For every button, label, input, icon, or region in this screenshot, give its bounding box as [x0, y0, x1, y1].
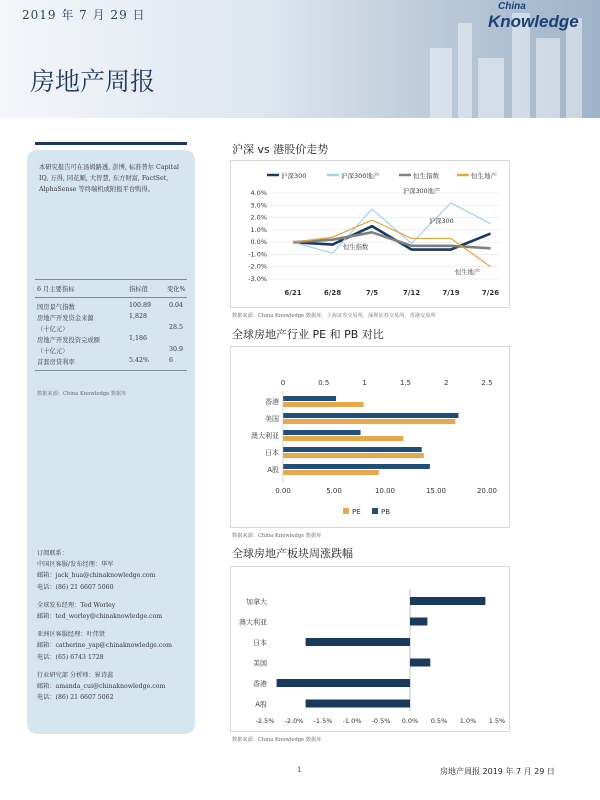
- y-tick-label: 0.0%: [250, 238, 267, 247]
- legend-swatch-pb: [372, 508, 378, 514]
- pe-tick-label: 15.00: [425, 487, 447, 495]
- pb-bar: [283, 413, 458, 418]
- pb-tick-label: 1: [362, 379, 367, 387]
- contact-line: 邮箱：jack_hua@chinaknowledge.com: [37, 572, 156, 580]
- pb-bar: [283, 464, 430, 469]
- category-label: 美国: [265, 415, 279, 423]
- contact-list: [37, 548, 192, 710]
- y-tick-label: -3.0%: [248, 275, 267, 283]
- table-header: 6 月主要指标 指标值 变化%: [37, 286, 186, 293]
- category-label: 美国: [253, 659, 267, 668]
- category-label: 香港: [253, 680, 267, 688]
- table-row: （十亿元） 30.9: [37, 346, 184, 355]
- report-date: 2019 年 7 月 29 日: [22, 8, 146, 22]
- pe-tick-label: 0.00: [275, 487, 291, 495]
- x-tick-label: 7/26: [481, 289, 500, 297]
- category-label: A股: [255, 700, 267, 709]
- legend-label-pe: PE: [352, 508, 361, 516]
- contact-line: 订阅联系：: [37, 550, 68, 557]
- contact-group: [37, 600, 192, 622]
- pb-bar: [283, 396, 336, 401]
- contact-line: 亚洲区客服经理：叶伟贤: [37, 631, 106, 639]
- table-row: （十亿元） 28.5: [37, 324, 184, 333]
- table-source: 数据来源：China Knowledge 数据库: [37, 391, 127, 397]
- y-tick-label: -2.0%: [248, 262, 267, 271]
- legend-label: 恒生指数: [413, 172, 439, 180]
- chart1-source: 数据来源：China Knowledge 数据库，上海证券交易所，深圳证券交易所，香港交易所: [232, 313, 436, 319]
- line-chart: [231, 161, 509, 307]
- legend-label: 沪深300地产: [341, 172, 380, 180]
- table-row: 首套房贷利率 5.42% 6: [37, 357, 174, 366]
- x-tick-label: 1.5%: [488, 717, 506, 725]
- line-chart-panel: [230, 160, 510, 308]
- change-bar: [410, 597, 485, 605]
- pb-tick-label: 1.5: [399, 379, 411, 387]
- category-label: 澳大利亚: [251, 432, 279, 440]
- x-tick-label: -2.5%: [255, 717, 275, 725]
- x-tick-label: 7/19: [442, 289, 460, 297]
- pe-bar: [283, 436, 403, 441]
- contact-group: [37, 629, 192, 663]
- contact-group: [37, 548, 192, 593]
- chart2-source: 数据来源：China Knowledge 数据库: [232, 533, 322, 539]
- contact-line: 电话：(86) 21 6607 5062: [37, 694, 114, 702]
- contact-line: 电话：(86) 21 6607 5060: [37, 583, 114, 591]
- table-row: 房地产开发投资完成额 1,186: [37, 335, 148, 344]
- table-row: 房地产开发资金来源 1,828: [37, 313, 148, 322]
- x-tick-label: -2.0%: [284, 717, 304, 725]
- annotation-label: 恒生地产: [455, 269, 481, 276]
- chart3-source: 数据来源：China Knowledge 数据库: [232, 737, 322, 743]
- chart1-title: 沪深 vs 港股价走势: [232, 143, 329, 156]
- change-bar: [306, 638, 410, 646]
- category-label: 加拿大: [246, 598, 267, 606]
- china-knowledge-logo: China Knowledge: [488, 1, 579, 31]
- legend-label-pb: PB: [381, 508, 391, 516]
- contact-line: 电话：(65) 6743 1728: [37, 653, 104, 661]
- chart3-title: 全球房地产板块周涨跌幅: [232, 547, 353, 560]
- contact-line: 邮箱：amanda_cui@chinaknowledge.com: [37, 683, 166, 691]
- category-label: 香港: [265, 398, 279, 406]
- x-tick-label: -0.5%: [371, 717, 391, 725]
- contact-line: 中国区客服/发布经理：华军: [37, 561, 114, 569]
- y-tick-label: -1.0%: [248, 250, 267, 259]
- key-indicators-table: [35, 276, 187, 374]
- page-number: 1: [297, 766, 302, 774]
- table-row: 国房景气指数 100.89 0.04: [37, 302, 184, 311]
- pe-tick-label: 10.00: [374, 487, 396, 495]
- pe-pb-chart-panel: [230, 346, 510, 528]
- legend-label: 恒生地产: [471, 172, 497, 180]
- pe-bar: [283, 453, 424, 458]
- x-tick-label: -1.0%: [342, 717, 362, 725]
- y-tick-label: 4.0%: [250, 189, 267, 197]
- category-label: 澳大利亚: [239, 618, 267, 627]
- pe-bar: [283, 402, 364, 407]
- pe-bar: [283, 419, 455, 424]
- legend-label: 沪深300: [281, 172, 307, 180]
- pe-tick-label: 5.00: [326, 487, 342, 495]
- report-title: 房地产周报: [30, 67, 156, 96]
- annotation-label: 沪深300: [429, 218, 454, 225]
- annotation-label: 沪深300地产: [403, 188, 441, 195]
- category-label: 日本: [253, 639, 267, 647]
- chart2-title: 全球房地产行业 PE 和 PB 对比: [232, 328, 384, 341]
- pe-pb-chart: [231, 347, 509, 527]
- pb-tick-label: 2: [443, 379, 449, 387]
- category-label: A股: [267, 466, 279, 474]
- annotation-label: 恒生指数: [343, 244, 369, 251]
- pe-tick-label: 20.00: [476, 487, 498, 495]
- x-tick-label: 6/21: [284, 289, 302, 297]
- header-banner: [0, 0, 600, 118]
- contact-line: 全球发布经理：Ted Worley: [37, 601, 116, 609]
- x-tick-label: 1.0%: [459, 717, 477, 725]
- x-tick-label: -1.5%: [313, 717, 333, 725]
- y-tick-label: 1.0%: [250, 225, 267, 234]
- contact-line: 行业研究部 分析师：崔诗蕊: [37, 671, 114, 679]
- pb-bar: [283, 430, 361, 435]
- category-label: 日本: [265, 449, 279, 457]
- x-tick-label: 0.0%: [401, 717, 419, 725]
- pb-tick-label: 0.5: [318, 379, 330, 387]
- sidebar: [27, 150, 195, 734]
- legend-swatch-pe: [343, 508, 349, 514]
- contact-group: [37, 670, 192, 704]
- change-bar: [306, 700, 410, 708]
- distribution-note: 本研究报告可在汤姆路透, 彭博, 标准普尔 Capital IQ, 万得, 同花顺, 大智慧, 东方财富, FactSet, AlphaSense 等终端机或附报平台购得。: [39, 164, 179, 193]
- change-bar: [277, 679, 410, 687]
- contact-line: 邮箱：ted_worley@chinaknowledge.com: [37, 613, 163, 621]
- x-tick-label: 6/28: [323, 289, 342, 297]
- sidebar-rule: [35, 142, 187, 145]
- pb-tick-label: 2.5: [481, 379, 493, 387]
- pb-bar: [283, 447, 422, 452]
- pb-tick-label: 0: [280, 379, 286, 387]
- change-bar: [410, 659, 430, 667]
- pe-bar: [283, 470, 379, 475]
- change-bar: [410, 618, 427, 626]
- y-tick-label: 3.0%: [250, 201, 267, 210]
- weekly-change-chart: [231, 567, 509, 731]
- x-tick-label: 0.5%: [430, 717, 448, 725]
- contact-line: 邮箱：catherine_yap@chinaknowledge.com: [37, 642, 172, 650]
- x-tick-label: 7/5: [365, 289, 379, 297]
- x-tick-label: 7/12: [402, 289, 421, 297]
- footer-title: 房地产周报 2019 年 7 月 29 日: [440, 767, 555, 776]
- weekly-change-chart-panel: [230, 566, 510, 732]
- y-tick-label: 2.0%: [250, 213, 267, 222]
